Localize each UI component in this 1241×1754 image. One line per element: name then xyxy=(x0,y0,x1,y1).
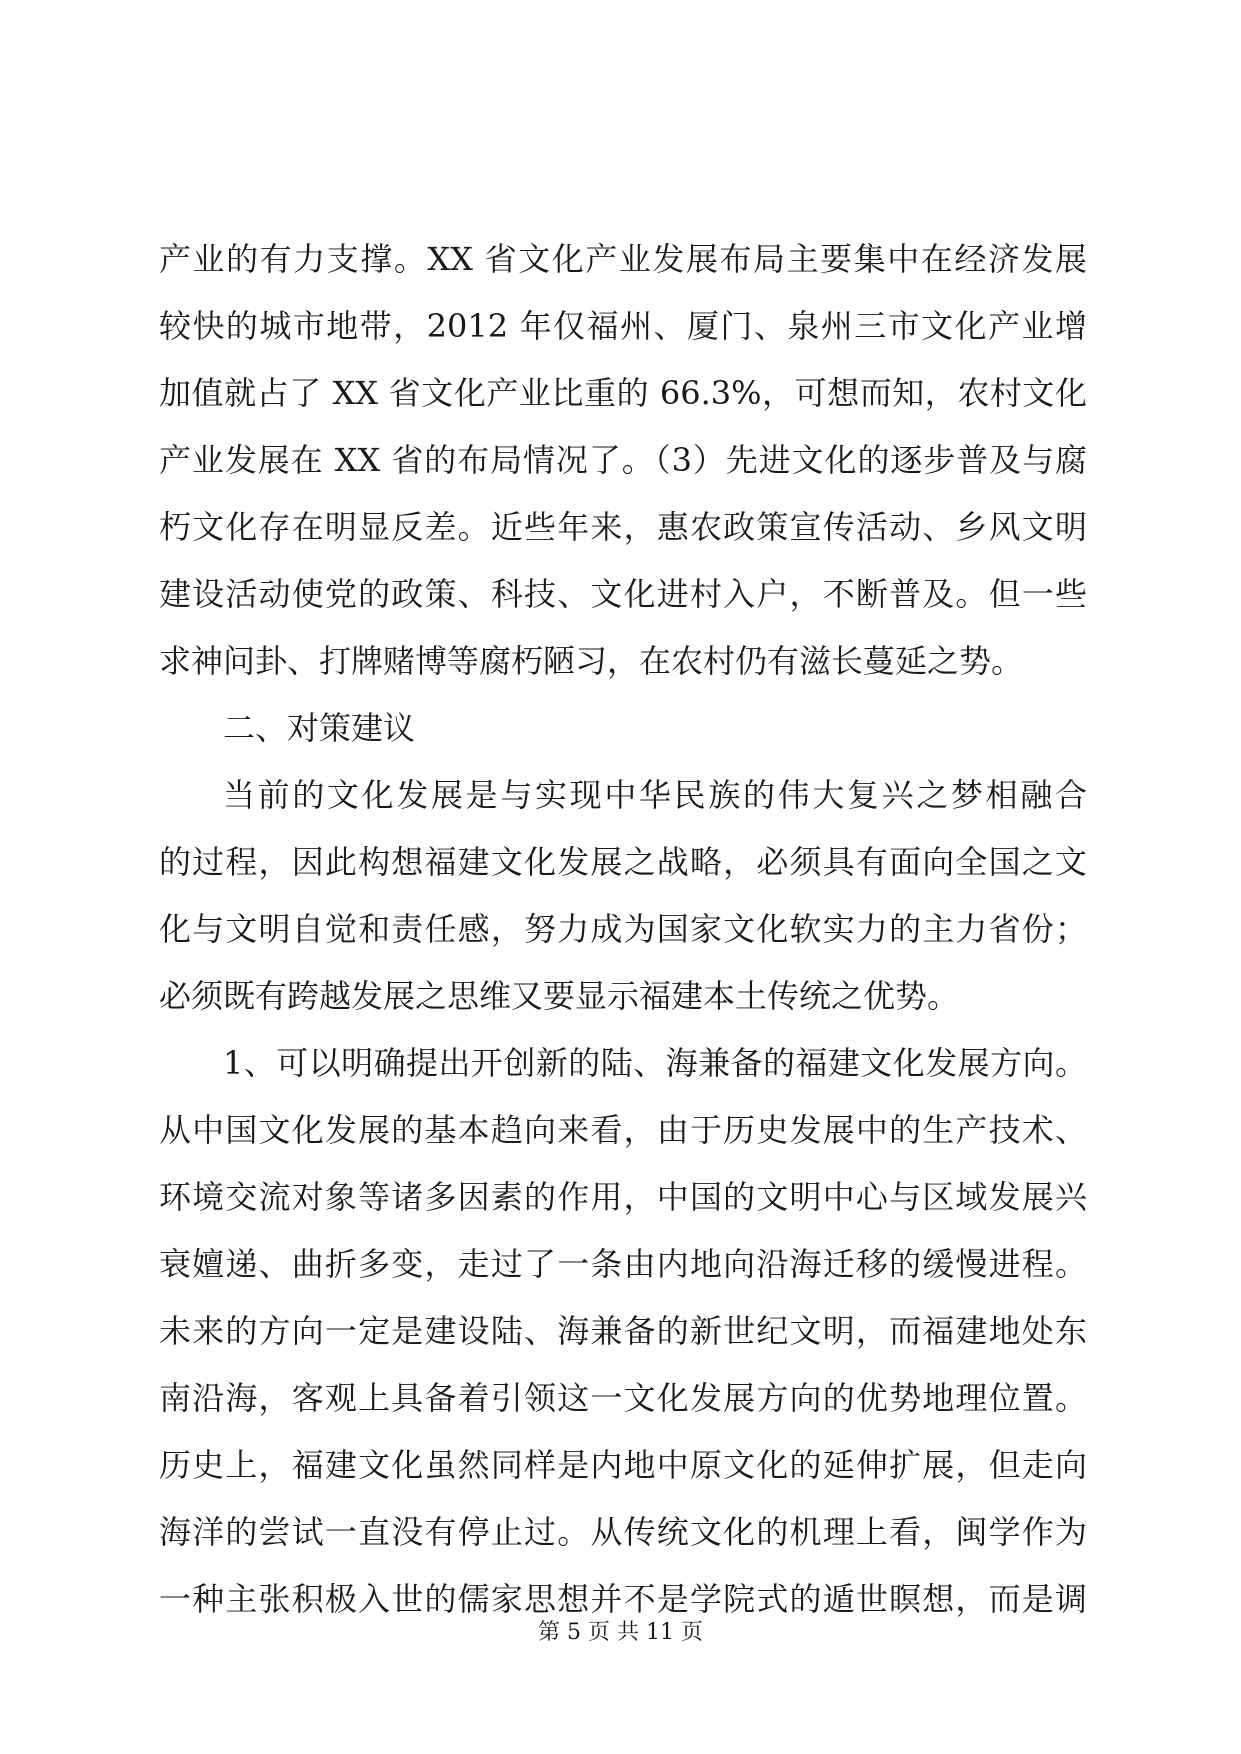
text-line: 建设活动使党的政策、科技、文化进村入户，不断普及。但一些 xyxy=(159,575,1087,613)
text-line: 产业的有力支撑。XX 省文化产业发展布局主要集中在经济发展 xyxy=(159,240,1087,278)
text-line: 一种主张积极入世的儒家思想并不是学院式的遁世瞑想，而是调 xyxy=(159,1580,1087,1618)
text-line: 1、可以明确提出开创新的陆、海兼备的福建文化发展方向。 xyxy=(223,1044,1087,1082)
text-line: 求神问卦、打牌赌博等腐朽陋习，在农村仍有滋长蔓延之势。 xyxy=(159,642,1024,680)
text-line: 必须既有跨越发展之思维又要显示福建本土传统之优势。 xyxy=(159,977,960,1015)
text-line: 未来的方向一定是建设陆、海兼备的新世纪文明，而福建地处东 xyxy=(159,1312,1087,1350)
text-line: 环境交流对象等诸多因素的作用，中国的文明中心与区域发展兴 xyxy=(159,1178,1087,1216)
body-text xyxy=(159,226,1087,1633)
text-line: 从中国文化发展的基本趋向来看，由于历史发展中的生产技术、 xyxy=(159,1111,1087,1149)
page-footer: 第 5 页 共 11 页 xyxy=(538,1620,703,1645)
text-line: 当前的文化发展是与实现中华民族的伟大复兴之梦相融合 xyxy=(223,776,1087,814)
text-line: 化与文明自觉和责任感，努力成为国家文化软实力的主力省份； xyxy=(159,910,1087,948)
text-line: 衰嬗递、曲折多变，走过了一条由内地向沿海迁移的缓慢进程。 xyxy=(159,1245,1087,1283)
text-line: 南沿海，客观上具备着引领这一文化发展方向的优势地理位置。 xyxy=(159,1379,1087,1417)
text-line: 历史上，福建文化虽然同样是内地中原文化的延伸扩展，但走向 xyxy=(159,1446,1087,1484)
text-line: 朽文化存在明显反差。近些年来，惠农政策宣传活动、乡风文明 xyxy=(159,508,1087,546)
section-heading: 二、对策建议 xyxy=(223,709,416,747)
text-line: 较快的城市地带，2012 年仅福州、厦门、泉州三市文化产业增 xyxy=(159,307,1087,345)
text-line: 加值就占了 XX 省文化产业比重的 66.3%，可想而知，农村文化 xyxy=(159,374,1087,412)
text-line: 海洋的尝试一直没有停止过。从传统文化的机理上看，闽学作为 xyxy=(159,1513,1087,1551)
text-line: 产业发展在 XX 省的布局情况了。（3）先进文化的逐步普及与腐 xyxy=(159,441,1087,479)
text-line: 的过程，因此构想福建文化发展之战略，必须具有面向全国之文 xyxy=(159,843,1087,881)
